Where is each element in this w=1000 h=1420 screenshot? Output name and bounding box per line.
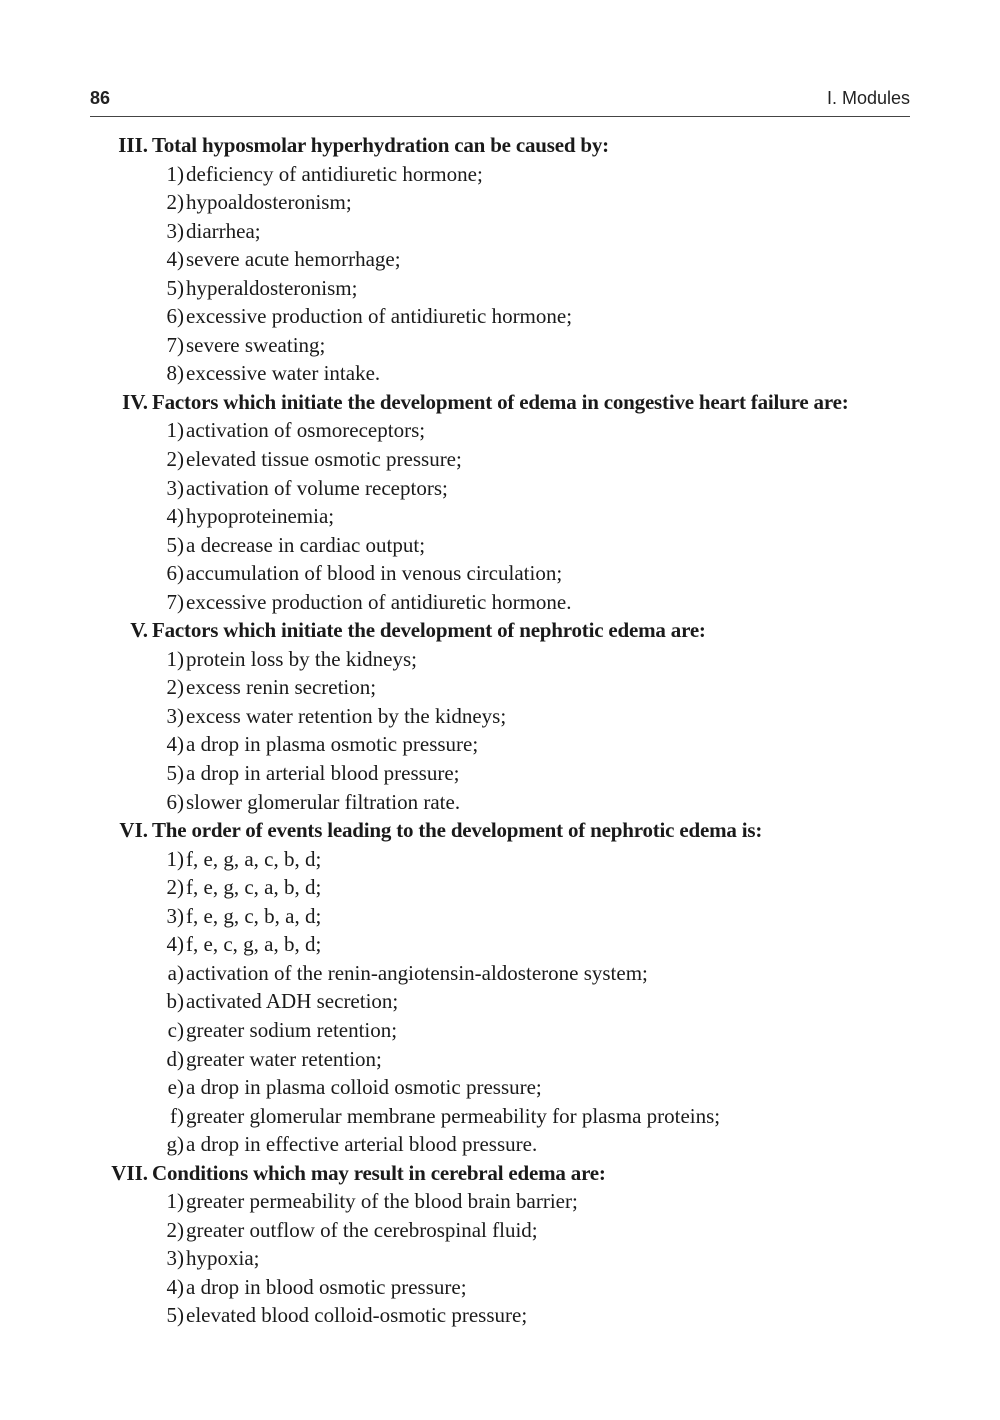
option-number: d) bbox=[166, 1046, 184, 1071]
option-number: 4) bbox=[166, 504, 184, 529]
question-number: IV. bbox=[122, 389, 148, 414]
option-number: e) bbox=[167, 1075, 184, 1100]
question-list bbox=[90, 131, 910, 1330]
option-text: excessive production of antidiuretic hormone. bbox=[186, 589, 572, 614]
option-text: diarrhea; bbox=[186, 218, 261, 243]
answer-option bbox=[90, 1130, 910, 1159]
option-number: 8) bbox=[166, 361, 184, 386]
option-text: activated ADH secretion; bbox=[186, 989, 399, 1014]
option-text: excessive water intake. bbox=[186, 361, 381, 386]
option-number: 6) bbox=[166, 304, 184, 329]
option-text: severe sweating; bbox=[186, 332, 326, 357]
answer-option bbox=[90, 1216, 910, 1245]
option-number: 2) bbox=[166, 675, 184, 700]
option-number: b) bbox=[166, 989, 184, 1014]
answer-option bbox=[90, 359, 910, 388]
option-text: excess water retention by the kidneys; bbox=[186, 703, 507, 728]
answer-option bbox=[90, 845, 910, 874]
question-heading bbox=[90, 388, 910, 417]
answer-option bbox=[90, 1016, 910, 1045]
option-text: f, e, g, a, c, b, d; bbox=[186, 846, 322, 871]
answer-option bbox=[90, 1244, 910, 1273]
option-number: 6) bbox=[166, 561, 184, 586]
option-number: 4) bbox=[166, 732, 184, 757]
option-number: 3) bbox=[166, 1246, 184, 1271]
option-text: hypoaldosteronism; bbox=[186, 190, 352, 215]
question-number: VII. bbox=[111, 1160, 148, 1185]
question-text: Factors which initiate the development of edema in congestive heart failure are: bbox=[152, 389, 849, 414]
answer-option bbox=[90, 959, 910, 988]
option-number: f) bbox=[170, 1103, 184, 1128]
option-text: excess renin secretion; bbox=[186, 675, 377, 700]
option-text: a drop in plasma colloid osmotic pressure; bbox=[186, 1075, 542, 1100]
answer-option bbox=[90, 1187, 910, 1216]
header-rule bbox=[90, 116, 910, 117]
option-text: a drop in arterial blood pressure; bbox=[186, 761, 460, 786]
option-text: slower glomerular filtration rate. bbox=[186, 789, 461, 814]
answer-option bbox=[90, 730, 910, 759]
answer-option bbox=[90, 987, 910, 1016]
option-text: f, e, g, c, a, b, d; bbox=[186, 875, 322, 900]
option-text: hypoproteinemia; bbox=[186, 504, 335, 529]
answer-option bbox=[90, 673, 910, 702]
question-text: Factors which initiate the development of nephrotic edema are: bbox=[152, 618, 706, 643]
option-text: f, e, g, c, b, a, d; bbox=[186, 903, 322, 928]
answer-option bbox=[90, 474, 910, 503]
answer-option bbox=[90, 445, 910, 474]
question-heading bbox=[90, 131, 910, 160]
option-text: activation of osmoreceptors; bbox=[186, 418, 426, 443]
question-text: Total hyposmolar hyperhydration can be caused by: bbox=[152, 133, 609, 157]
option-text: elevated blood colloid-osmotic pressure; bbox=[186, 1303, 528, 1328]
option-text: greater water retention; bbox=[186, 1046, 382, 1071]
option-text: severe acute hemorrhage; bbox=[186, 247, 401, 272]
option-number: 5) bbox=[166, 761, 184, 786]
option-number: 5) bbox=[166, 532, 184, 557]
option-text: hyperaldosteronism; bbox=[186, 275, 358, 300]
option-number: 3) bbox=[166, 703, 184, 728]
option-number: 7) bbox=[166, 332, 184, 357]
option-number: 3) bbox=[166, 475, 184, 500]
question-text: Conditions which may result in cerebral edema are: bbox=[152, 1160, 606, 1185]
answer-option bbox=[90, 331, 910, 360]
answer-option bbox=[90, 588, 910, 617]
option-number: 4) bbox=[166, 1274, 184, 1299]
question-text: The order of events leading to the development of nephrotic edema is: bbox=[152, 818, 763, 843]
answer-option bbox=[90, 645, 910, 674]
option-text: greater permeability of the blood brain barrier; bbox=[186, 1189, 578, 1214]
question-number: III. bbox=[118, 133, 148, 157]
answer-option bbox=[90, 188, 910, 217]
answer-option bbox=[90, 531, 910, 560]
option-number: 5) bbox=[166, 275, 184, 300]
option-number: 1) bbox=[166, 161, 184, 186]
answer-option bbox=[90, 559, 910, 588]
answer-option bbox=[90, 416, 910, 445]
answer-option bbox=[90, 702, 910, 731]
answer-option bbox=[90, 1045, 910, 1074]
answer-option bbox=[90, 1073, 910, 1102]
option-number: 7) bbox=[166, 589, 184, 614]
option-number: 4) bbox=[166, 932, 184, 957]
answer-option bbox=[90, 217, 910, 246]
page-number: 86 bbox=[90, 88, 111, 108]
answer-option bbox=[90, 302, 910, 331]
question-number: VI. bbox=[119, 818, 148, 843]
option-text: activation of the renin-angiotensin-aldosterone system; bbox=[186, 960, 648, 985]
option-text: a decrease in cardiac output; bbox=[186, 532, 426, 557]
question-number: V. bbox=[130, 618, 148, 643]
option-text: a drop in plasma osmotic pressure; bbox=[186, 732, 479, 757]
answer-option bbox=[90, 1102, 910, 1131]
option-number: 1) bbox=[166, 646, 184, 671]
option-number: 1) bbox=[166, 846, 184, 871]
option-number: 1) bbox=[166, 418, 184, 443]
answer-option bbox=[90, 902, 910, 931]
option-number: 2) bbox=[166, 875, 184, 900]
option-text: hypoxia; bbox=[186, 1246, 260, 1271]
option-number: 4) bbox=[166, 247, 184, 272]
option-text: activation of volume receptors; bbox=[186, 475, 448, 500]
option-text: a drop in blood osmotic pressure; bbox=[186, 1274, 467, 1299]
option-text: greater sodium retention; bbox=[186, 1017, 398, 1042]
option-number: 2) bbox=[166, 1217, 184, 1242]
option-text: protein loss by the kidneys; bbox=[186, 646, 417, 671]
option-text: a drop in effective arterial blood pressure. bbox=[186, 1132, 538, 1157]
option-text: f, e, c, g, a, b, d; bbox=[186, 932, 322, 957]
question-heading bbox=[90, 616, 910, 645]
option-number: 6) bbox=[166, 789, 184, 814]
answer-option bbox=[90, 930, 910, 959]
option-text: deficiency of antidiuretic hormone; bbox=[186, 161, 483, 186]
option-number: 3) bbox=[166, 218, 184, 243]
option-text: accumulation of blood in venous circulation; bbox=[186, 561, 563, 586]
option-text: elevated tissue osmotic pressure; bbox=[186, 447, 462, 472]
option-text: greater glomerular membrane permeability for plasma proteins; bbox=[186, 1103, 721, 1128]
section-title: I. Modules bbox=[826, 88, 910, 108]
option-text: greater outflow of the cerebrospinal fluid; bbox=[186, 1217, 538, 1242]
option-number: 1) bbox=[166, 1189, 184, 1214]
answer-option bbox=[90, 788, 910, 817]
option-number: c) bbox=[167, 1017, 184, 1042]
question-heading bbox=[90, 816, 910, 845]
answer-option bbox=[90, 274, 910, 303]
answer-option bbox=[90, 502, 910, 531]
running-header bbox=[90, 88, 910, 116]
option-text: excessive production of antidiuretic hormone; bbox=[186, 304, 573, 329]
answer-option bbox=[90, 1273, 910, 1302]
option-number: g) bbox=[166, 1132, 184, 1157]
question-heading bbox=[90, 1159, 910, 1188]
answer-option bbox=[90, 1301, 910, 1330]
option-number: 2) bbox=[166, 190, 184, 215]
option-number: a) bbox=[167, 960, 184, 985]
answer-option bbox=[90, 873, 910, 902]
answer-option bbox=[90, 160, 910, 189]
option-number: 2) bbox=[166, 447, 184, 472]
answer-option bbox=[90, 759, 910, 788]
answer-option bbox=[90, 245, 910, 274]
option-number: 3) bbox=[166, 903, 184, 928]
option-number: 5) bbox=[166, 1303, 184, 1328]
